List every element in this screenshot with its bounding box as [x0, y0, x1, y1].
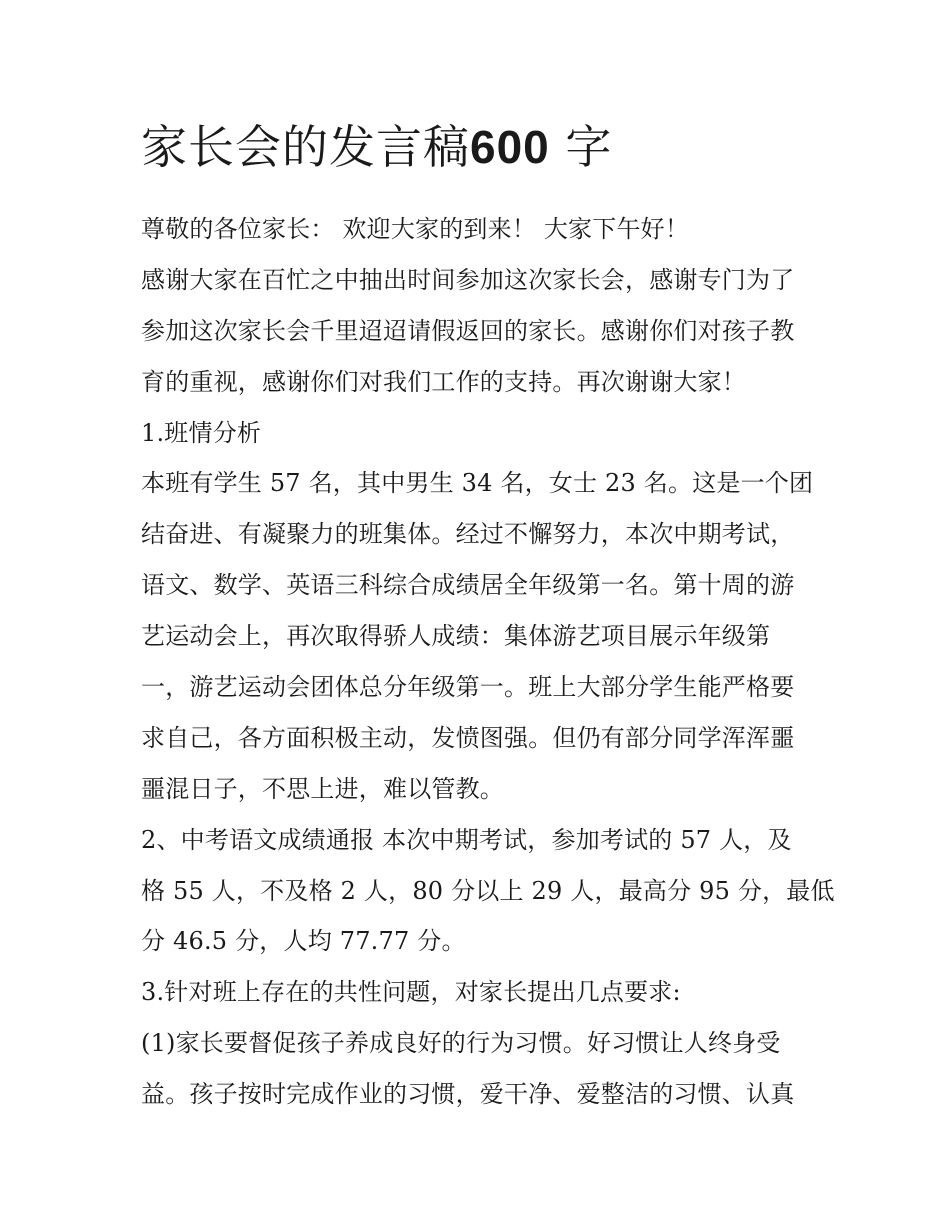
- paragraph-line: 噩混日子，不思上进，难以管教。: [141, 774, 504, 803]
- document-body: [141, 204, 835, 1120]
- greeting-line: 尊敬的各位家长： 欢迎大家的到来！ 大家下午好！: [141, 215, 690, 243]
- section-heading-exam-report: 2、中考语文成绩通报 本次中期考试，参加考试的 57 人，及: [141, 825, 792, 854]
- paragraph-line: 艺运动会上，再次取得骄人成绩：集体游艺项目展示年级第: [141, 622, 771, 651]
- title-suffix: 字: [565, 120, 613, 174]
- paragraph-line: 本班有学生 57 名，其中男生 34 名，女士 23 名。这是一个团: [141, 469, 814, 498]
- paragraph-line: 感谢大家在百忙之中抽出时间参加这次家长会，感谢专门为了: [141, 265, 795, 294]
- paragraph-line: 参加这次家长会千里迢迢请假返回的家长。感谢你们对孩子教: [141, 316, 795, 345]
- paragraph-line: 格 55 人，不及格 2 人，80 分以上 29 人，最高分 95 分，最低: [141, 876, 835, 905]
- paragraph-line: 语文、数学、英语三科综合成绩居全年级第一名。第十周的游: [141, 571, 795, 600]
- section-heading-class-analysis: 1.班情分析: [141, 418, 262, 447]
- title-number: 600: [470, 121, 550, 173]
- title-text: 家长会的发言稿: [141, 120, 470, 174]
- paragraph-line: 益。孩子按时完成作业的习惯，爱干净、爱整洁的习惯、认真: [141, 1080, 795, 1109]
- paragraph-line: 结奋进、有凝聚力的班集体。经过不懈努力，本次中期考试，: [141, 520, 795, 549]
- section-heading-requirements: 3.针对班上存在的共性问题，对家长提出几点要求:: [141, 978, 681, 1007]
- paragraph-line: 求自己，各方面积极主动，发愤图强。但仍有部分同学浑浑噩: [141, 723, 795, 752]
- paragraph-line: (1)家长要督促孩子养成良好的行为习惯。好习惯让人终身受: [141, 1029, 781, 1058]
- document-title: [141, 112, 821, 182]
- document-page: [141, 112, 835, 1120]
- paragraph-line: 分 46.5 分，人均 77.77 分。: [141, 927, 466, 956]
- paragraph-line: 育的重视，感谢你们对我们工作的支持。再次谢谢大家！: [141, 367, 746, 396]
- paragraph-line: 一，游艺运动会团体总分年级第一。班上大部分学生能严格要: [141, 673, 795, 702]
